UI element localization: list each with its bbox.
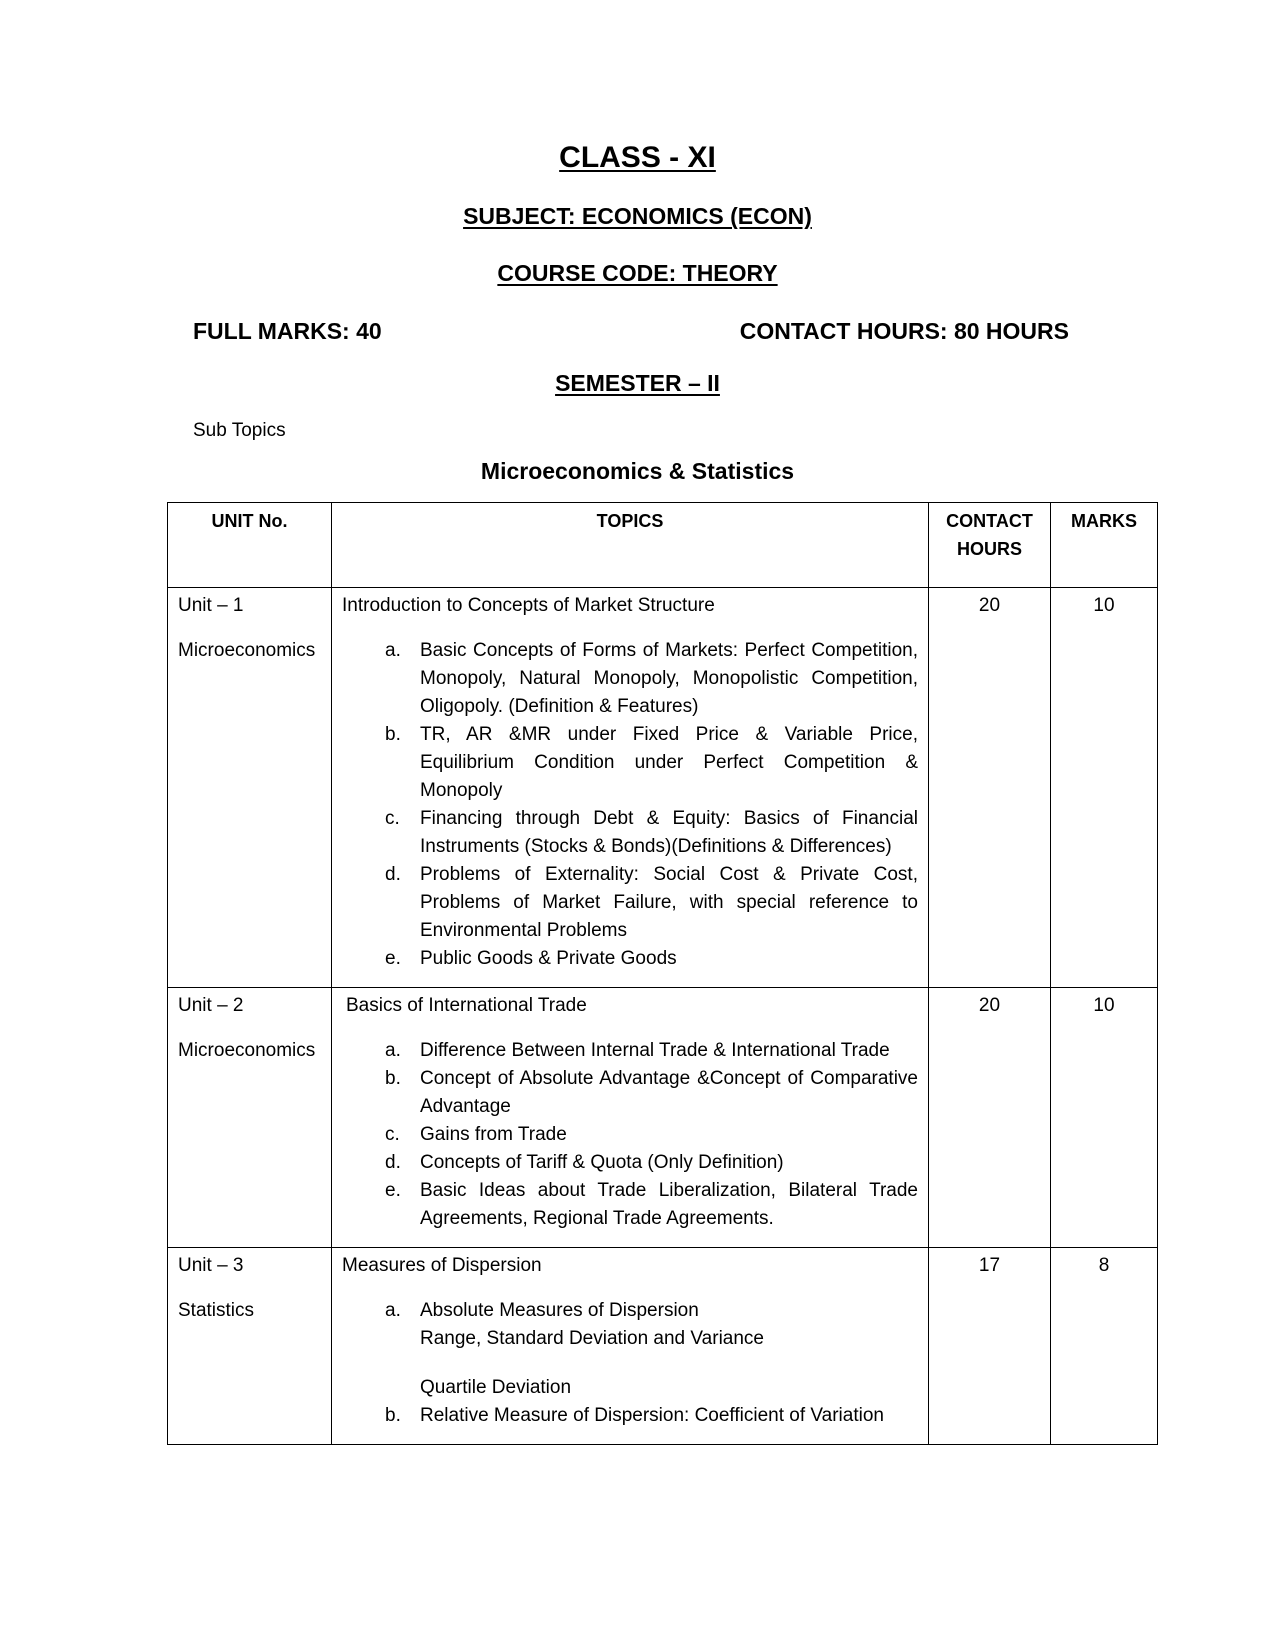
list-marker: b.	[385, 1068, 401, 1089]
unit-cell	[168, 588, 332, 988]
topics-cell	[332, 588, 929, 988]
list-item	[342, 1065, 918, 1121]
list-item-text: TR, AR &MR under Fixed Price & Variable Price, Equilibrium Condition under Perfect Competition & Monopoly	[420, 724, 918, 801]
marks-cell: 10	[1051, 988, 1158, 1248]
table-row	[168, 1248, 1158, 1445]
sub-topics-label: Sub Topics	[193, 420, 286, 441]
marks-column-header: MARKS	[1051, 503, 1158, 588]
list-item	[342, 721, 918, 805]
contact-hours-header-line1: CONTACT	[946, 511, 1033, 531]
table-header-row	[168, 503, 1158, 588]
topics-cell	[332, 988, 929, 1248]
list-item	[342, 1149, 918, 1177]
table-row	[168, 588, 1158, 988]
list-item-text: Concepts of Tariff & Quota (Only Definition)	[420, 1152, 784, 1173]
list-item-text: Problems of Externality: Social Cost & Private Cost, Problems of Market Failure, with special reference to Environmental Problems	[420, 864, 918, 941]
list-item-text: Gains from Trade	[420, 1124, 567, 1145]
topic-title: Basics of International Trade	[346, 995, 587, 1016]
list-item	[342, 1037, 918, 1065]
list-item-text: Financing through Debt & Equity: Basics of Financial Instruments (Stocks & Bonds)(Definitions & Differences)	[420, 808, 918, 857]
contact-hours-cell: 20	[929, 988, 1051, 1248]
list-item-text: Relative Measure of Dispersion: Coefficient of Variation	[420, 1405, 884, 1426]
class-title: CLASS - XI	[559, 141, 716, 174]
unit-cell	[168, 988, 332, 1248]
list-item	[342, 1121, 918, 1149]
list-item	[342, 1297, 918, 1402]
unit-number: Unit – 3	[178, 1255, 244, 1276]
unit-name: Microeconomics	[178, 1040, 316, 1061]
marks-cell: 10	[1051, 588, 1158, 988]
list-marker: e.	[385, 1180, 401, 1201]
unit-column-header: UNIT No.	[168, 503, 332, 588]
contact-hours-label: CONTACT HOURS: 80 HOURS	[739, 318, 1069, 344]
course-code-heading: COURSE CODE: THEORY	[497, 260, 778, 286]
list-item	[342, 945, 918, 973]
contact-hours-column-header	[929, 503, 1051, 588]
contact-hours-header-line2: HOURS	[956, 539, 1022, 559]
semester-heading: SEMESTER – II	[555, 370, 720, 396]
list-item-subline: Range, Standard Deviation and Variance	[420, 1328, 764, 1349]
list-item-text: Absolute Measures of Dispersion	[420, 1300, 699, 1321]
subject-heading: SUBJECT: ECONOMICS (ECON)	[463, 203, 812, 229]
list-item-text: Concept of Absolute Advantage &Concept of Comparative Advantage	[420, 1068, 918, 1117]
topics-cell	[332, 1248, 929, 1445]
contact-hours-cell: 17	[929, 1248, 1051, 1445]
unit-name: Statistics	[178, 1300, 255, 1321]
list-item	[342, 1177, 918, 1233]
subtopic-list	[342, 1037, 918, 1233]
unit-cell	[168, 1248, 332, 1445]
list-item	[342, 861, 918, 945]
list-item-text: Public Goods & Private Goods	[420, 948, 677, 969]
contact-hours-cell: 20	[929, 588, 1051, 988]
list-item-text: Difference Between Internal Trade & International Trade	[420, 1040, 890, 1061]
table-row	[168, 988, 1158, 1248]
list-item-text: Basic Ideas about Trade Liberalization, Bilateral Trade Agreements, Regional Trade Agreements.	[420, 1180, 918, 1229]
topics-column-header: TOPICS	[332, 503, 929, 588]
unit-number: Unit – 2	[178, 995, 244, 1016]
table-title: Microeconomics & Statistics	[480, 458, 795, 484]
list-item	[342, 805, 918, 861]
list-marker: e.	[385, 948, 401, 969]
unit-number: Unit – 1	[178, 595, 244, 616]
list-marker: a.	[385, 640, 401, 661]
subtopic-list	[342, 1297, 918, 1430]
list-marker: c.	[385, 1124, 400, 1145]
list-marker: d.	[385, 1152, 401, 1173]
list-marker: b.	[385, 1405, 401, 1426]
full-marks-label: FULL MARKS: 40	[193, 318, 382, 344]
list-marker: a.	[385, 1300, 401, 1321]
topic-title: Introduction to Concepts of Market Structure	[342, 595, 715, 616]
list-item-text: Basic Concepts of Forms of Markets: Perfect Competition, Monopoly, Natural Monopoly, Monopolistic Competition, Oligopoly. (Definition & Features)	[420, 640, 918, 717]
syllabus-table	[167, 502, 1158, 1445]
marks-cell: 8	[1051, 1248, 1158, 1445]
list-marker: c.	[385, 808, 400, 829]
list-item	[342, 637, 918, 721]
list-item	[342, 1402, 918, 1430]
topic-title: Measures of Dispersion	[342, 1255, 542, 1276]
subtopic-list	[342, 637, 918, 973]
list-marker: d.	[385, 864, 401, 885]
list-marker: b.	[385, 724, 401, 745]
list-marker: a.	[385, 1040, 401, 1061]
list-item-subline: Quartile Deviation	[420, 1377, 572, 1398]
unit-name: Microeconomics	[178, 640, 316, 661]
